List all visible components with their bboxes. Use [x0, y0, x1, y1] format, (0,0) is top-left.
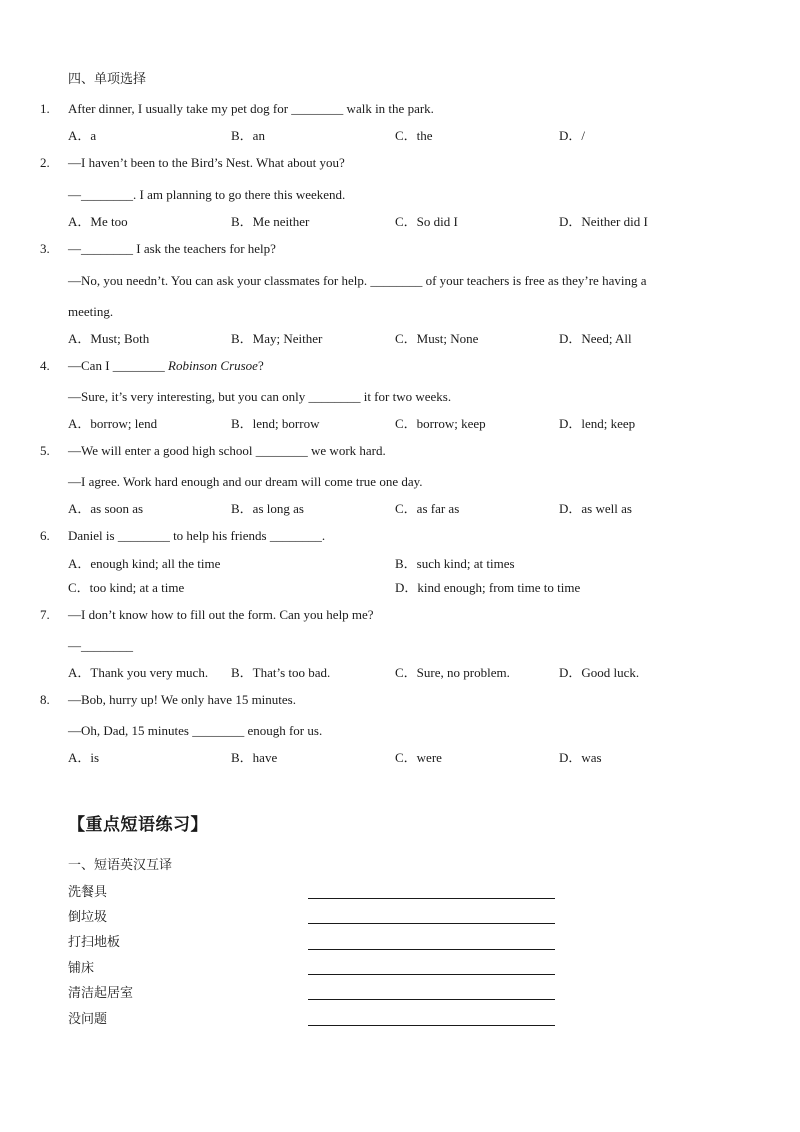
option-a: A．borrow; lend: [68, 416, 158, 431]
question-text: —________: [68, 638, 133, 653]
option-b: B．as long as: [231, 501, 304, 516]
option-c: C．Must; None: [395, 331, 479, 346]
phrase-item: 没问题: [68, 1012, 108, 1027]
option-d: D．was: [559, 750, 602, 765]
option-b: B．have: [231, 750, 278, 765]
phrase-item: 铺床: [68, 961, 95, 976]
option-c: C．too kind; at a time: [68, 580, 185, 595]
option-a: A．Must; Both: [68, 331, 150, 346]
option-d: D．Good luck.: [559, 665, 640, 680]
question-text: After dinner, I usually take my pet dog for ________ walk in the park.: [68, 101, 434, 116]
option-d: D．lend; keep: [559, 416, 636, 431]
option-b: B．such kind; at times: [395, 556, 515, 571]
option-a: A．a: [68, 128, 97, 143]
section-title: 四、单项选择: [68, 72, 147, 87]
question-text: —Sure, it’s very interesting, but you can only ________ it for two weeks.: [68, 389, 452, 404]
option-b: B．May; Neither: [231, 331, 323, 346]
question-number: 7.: [40, 607, 50, 622]
question-text-part: —Can I ________: [68, 358, 169, 373]
question-text: —Oh, Dad, 15 minutes ________ enough for us.: [68, 723, 323, 738]
question-text: Daniel is ________ to help his friends ________.: [68, 528, 326, 543]
question-text: —I agree. Work hard enough and our dream will come true one day.: [68, 474, 423, 489]
question-text: —We will enter a good high school ________ we work hard.: [68, 443, 386, 458]
question-number: 2.: [40, 155, 50, 170]
question-text: —________. I am planning to go there this weekend.: [68, 187, 346, 202]
option-c: C．borrow; keep: [395, 416, 486, 431]
question-text: [68, 358, 264, 374]
book-title: Robinson Crusoe: [168, 358, 258, 373]
option-c: C．Sure, no problem.: [395, 665, 510, 680]
option-d: D．/: [559, 128, 586, 143]
question-number: 5.: [40, 443, 50, 458]
question-text: —I haven’t been to the Bird’s Nest. What about you?: [68, 155, 345, 170]
option-b: B．an: [231, 128, 265, 143]
question-number: 4.: [40, 358, 50, 373]
option-b: B．That’s too bad.: [231, 665, 331, 680]
answer-line[interactable]: [308, 974, 555, 975]
question-text-part: ?: [257, 358, 264, 373]
option-d: D．as well as: [559, 501, 632, 516]
question-number: 8.: [40, 692, 50, 707]
phrase-item: 打扫地板: [68, 935, 121, 950]
option-a: A．enough kind; all the time: [68, 556, 221, 571]
option-d: D．kind enough; from time to time: [395, 580, 581, 595]
answer-line[interactable]: [308, 923, 555, 924]
phrase-subtitle: 一、短语英汉互译: [68, 858, 173, 873]
option-d: D．Neither did I: [559, 214, 648, 229]
question-text: —No, you needn’t. You can ask your classmates for help. ________ of your teachers is free as they’re having a: [68, 273, 647, 288]
question-number: 1.: [40, 101, 50, 116]
question-text: —Bob, hurry up! We only have 15 minutes.: [68, 692, 296, 707]
option-d: D．Need; All: [559, 331, 632, 346]
answer-line[interactable]: [308, 898, 555, 899]
option-c: C．the: [395, 128, 433, 143]
option-c: C．were: [395, 750, 442, 765]
option-a: A．Me too: [68, 214, 128, 229]
option-c: C．as far as: [395, 501, 460, 516]
question-number: 6.: [40, 528, 50, 543]
question-number: 3.: [40, 241, 50, 256]
option-b: B．lend; borrow: [231, 416, 320, 431]
option-b: B．Me neither: [231, 214, 310, 229]
phrase-item: 倒垃圾: [68, 910, 108, 925]
answer-line[interactable]: [308, 949, 555, 950]
option-a: A．is: [68, 750, 100, 765]
option-a: A．as soon as: [68, 501, 144, 516]
option-c: C．So did I: [395, 214, 458, 229]
answer-line[interactable]: [308, 1025, 555, 1026]
phrase-item: 洗餐具: [68, 885, 108, 900]
option-a: A．Thank you very much.: [68, 665, 209, 680]
phrase-item: 清洁起居室: [68, 986, 134, 1001]
answer-line[interactable]: [308, 999, 555, 1000]
question-text: meeting.: [68, 304, 114, 319]
question-text: —________ I ask the teachers for help?: [68, 241, 276, 256]
question-text: —I don’t know how to fill out the form. Can you help me?: [68, 607, 374, 622]
phrase-heading: 【重点短语练习】: [68, 815, 208, 835]
